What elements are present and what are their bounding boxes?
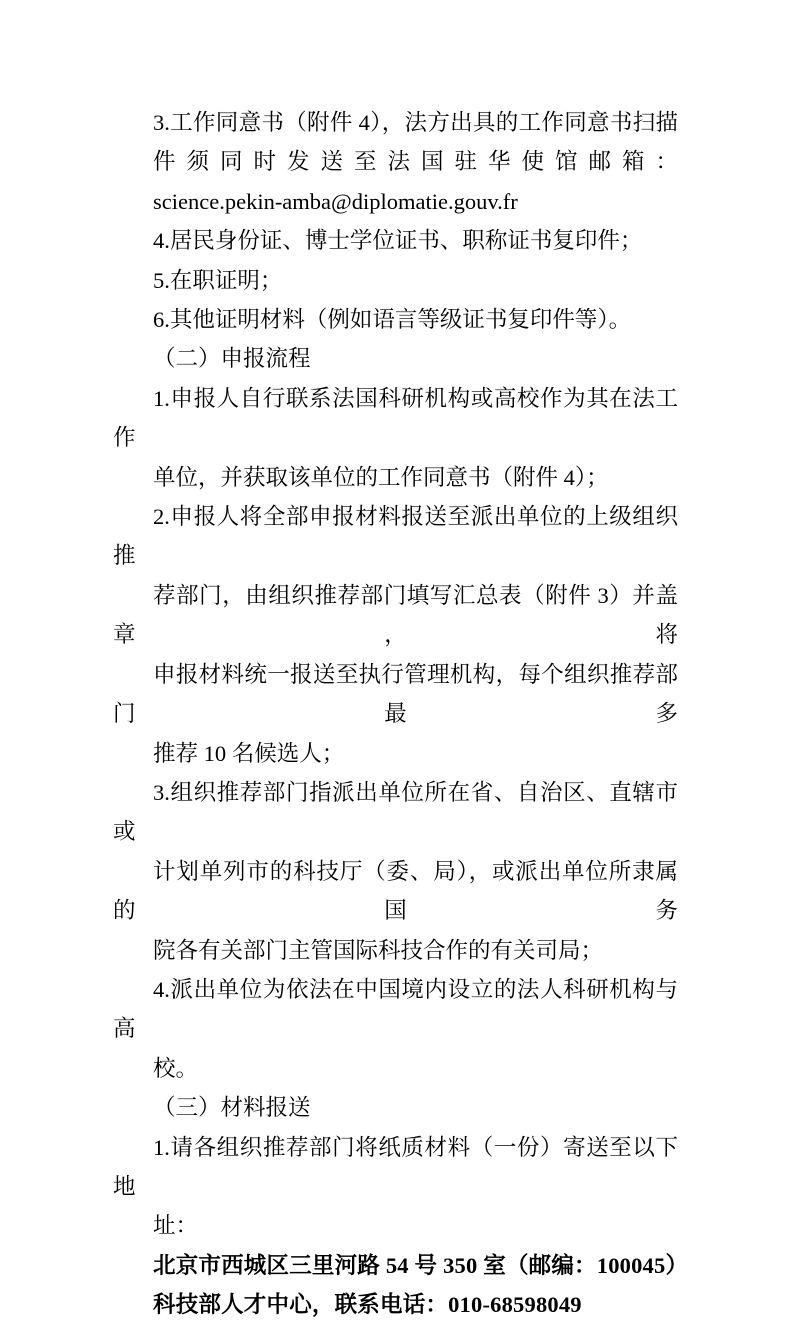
- paragraph-line: 1.请各组织推荐部门将纸质材料（一份）寄送至以下地: [113, 1134, 678, 1199]
- paragraph-line: 申报材料统一报送至执行管理机构，每个组织推荐部门最多: [113, 661, 678, 727]
- paragraph-line: 荐部门，由组织推荐部门填写汇总表（附件 3）并盖章，将: [113, 582, 678, 648]
- section-heading-three: （三）材料报送: [153, 1095, 311, 1121]
- paragraph-line: 3.组织推荐部门指派出单位所在省、自治区、直辖市或: [113, 779, 678, 845]
- email-address: science.pekin-amba@diplomatie.gouv.fr: [153, 188, 518, 214]
- paragraph-process-item-3: [113, 773, 678, 970]
- paragraph-line: 单位，并获取该单位的工作同意书（附件 4）；: [153, 464, 609, 490]
- section-heading-two: （二）申报流程: [153, 346, 311, 372]
- paragraph-line: 5.在职证明；: [153, 267, 283, 293]
- paragraph-line: 计划单列市的科技厅（委、局），或派出单位所隶属的国务: [113, 858, 678, 924]
- paragraph-materials-item-4: [113, 221, 678, 260]
- mailing-address-line: 北京市西城区三里河路 54 号 350 室（邮编：100045）: [153, 1252, 689, 1278]
- paragraph-submission-item-1: [113, 1128, 678, 1246]
- paragraph-line: 4.居民身份证、博士学位证书、职称证书复印件；: [153, 228, 643, 254]
- paragraph-line: 址：: [153, 1213, 199, 1239]
- paragraph-process-item-1: [113, 379, 678, 497]
- paragraph-line: 件须同时发送至法国驻华使馆邮箱：: [153, 149, 678, 175]
- paragraph-materials-item-6: [113, 300, 678, 339]
- paragraph-process-item-4: [113, 970, 678, 1088]
- paragraph-line: 推荐 10 名候选人；: [153, 740, 345, 766]
- paragraph-line: 4.派出单位为依法在中国境内设立的法人科研机构与高: [113, 976, 678, 1042]
- contact-phone-line: 科技部人才中心，联系电话：010-68598049: [153, 1292, 582, 1318]
- document-body: [113, 103, 689, 1325]
- paragraph-materials-item-5: [113, 261, 678, 300]
- paragraph-materials-item-3: [113, 103, 678, 221]
- paragraph-line: 6.其他证明材料（例如语言等级证书复印件等）。: [153, 307, 632, 333]
- paragraph-line: 院各有关部门主管国际科技合作的有关司局；: [153, 937, 604, 963]
- paragraph-line: 校。: [153, 1055, 199, 1081]
- paragraph-line: 2.申报人将全部申报材料报送至派出单位的上级组织推: [113, 504, 678, 569]
- paragraph-line: 3.工作同意书（附件 4），法方出具的工作同意书扫描: [153, 110, 678, 135]
- paragraph-process-item-2: [113, 497, 678, 773]
- paragraph-line: 1.申报人自行联系法国科研机构或高校作为其在法工作: [113, 385, 678, 451]
